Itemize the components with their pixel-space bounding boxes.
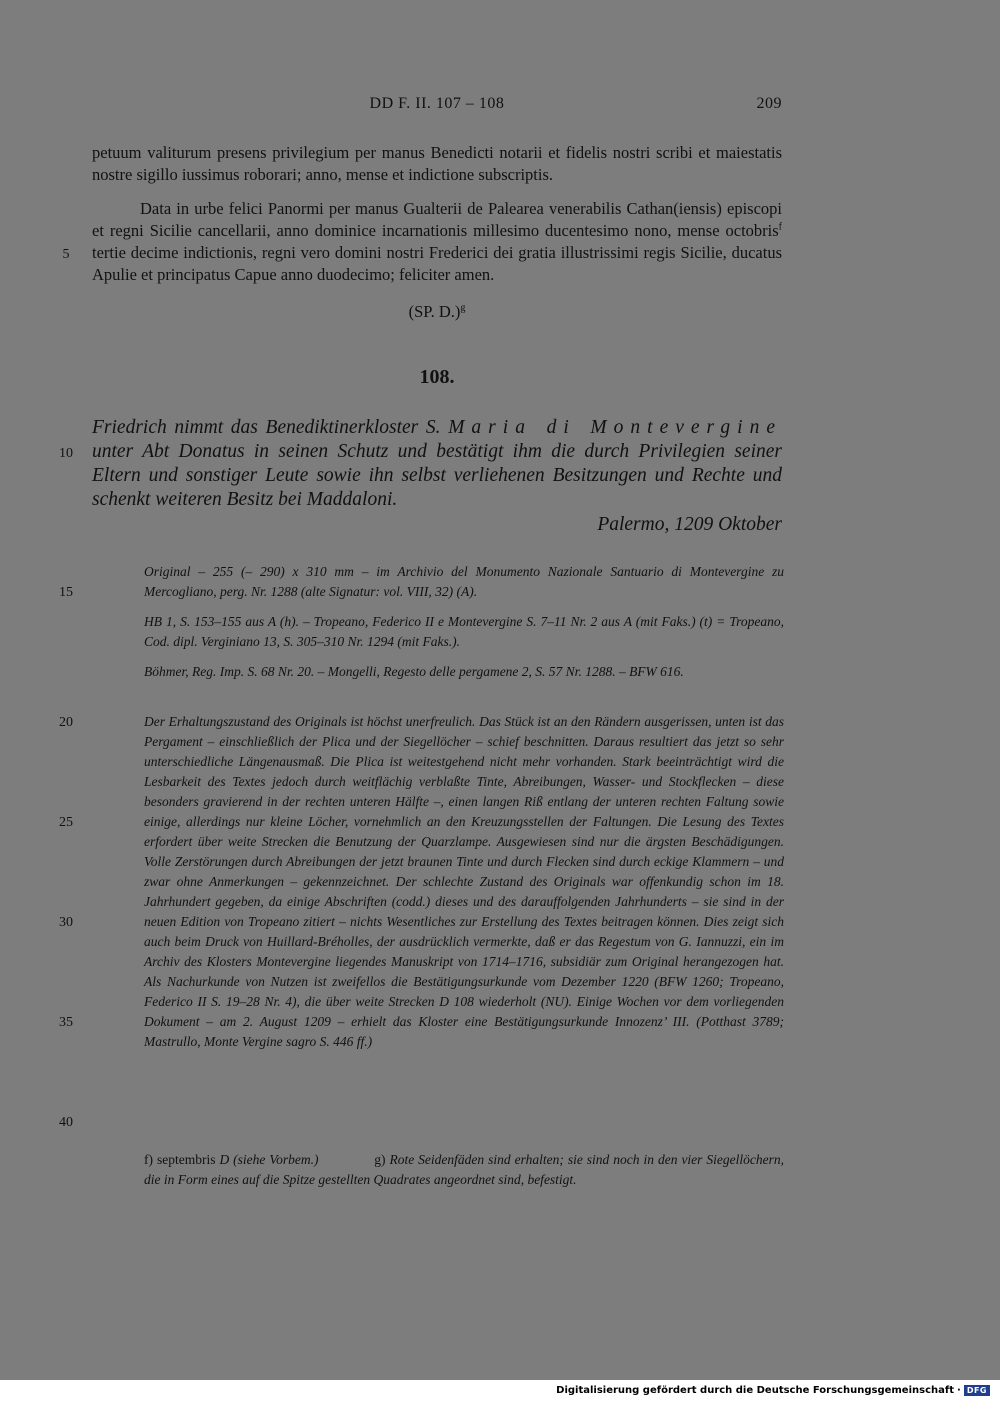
line-number: 35 [59, 1015, 73, 1030]
place-date-line: Palermo, 1209 Oktober [597, 514, 782, 535]
document-number: 108. [419, 366, 455, 388]
line-number: 40 [59, 1115, 73, 1130]
dating-text-end: tertie decime indictionis, regni vero domini nostri Frederici dei gratia illustrissimi regis Sicilie, ducatus Apulie et principatus Capue anno duodecimo; feliciter amen. [92, 243, 782, 284]
footnote-g-text: Rote Seidenfäden sind erhalten; sie sind noch in den vier Siegellöchern, die in Form eines auf die Spitze gestellten Quadrates angeordnet sind, befestigt. [144, 1152, 785, 1187]
line-number: 30 [59, 915, 73, 930]
apparatus-original: Original – 255 (– 290) x 310 mm – im Archivio del Monumento Nazionale Santuario di Montevergine zu Mercogliano, perg. Nr. 1288 (alte Signatur: vol. VIII, 32) (A). [144, 564, 784, 599]
footnote-mark-g: g [460, 302, 466, 314]
line-number: 25 [59, 815, 73, 830]
running-title: DD F. II. 107 – 108 [369, 95, 505, 112]
running-header [92, 95, 782, 117]
footnote-mark-f: f [778, 221, 782, 233]
regest [92, 416, 782, 512]
regest-end: unter Abt Donatus in seinen Schutz und bestätigt ihm die durch Privilegien seiner Eltern und sonstiger Leute sowie ihn selbst verliehenen Besitzungen und Rechte und schenkt weiteren Besitz bei Maddaloni. [92, 441, 782, 510]
footnote-f-text: D (siehe Vorbem.) [215, 1152, 319, 1167]
footnote-f-label: f) septembris [144, 1152, 216, 1167]
line-number: 10 [59, 446, 73, 461]
signature-text: (SP. D.) [408, 302, 461, 321]
signature-line [92, 302, 782, 322]
apparatus-editions: HB 1, S. 153–155 aus A (h). – Tropeano, Federico II e Montevergine S. 7–11 Nr. 2 aus A (mit Faks.) (t) = Tropeano, Cod. dipl. Verginiano 13, S. 305–310 Nr. 1294 (mit Faks.). [144, 614, 784, 649]
dfg-logo-icon: DFG [964, 1385, 990, 1396]
apparatus-commentary: Der Erhaltungszustand des Originals ist höchst unerfreulich. Das Stück ist an den Rändern ausgerissen, unten ist das Pergament – einschließlich der Plica und der Siegellöcher – schief beschnitten. Daraus resultiert das jetzt so sehr unterschiedliche Längenausmaß. Die Plica ist weitestgehend nicht mehr vorhanden. Stark beeinträchtigt wird die Lesbarkeit des Textes jedoch durch weitflächig verblaßte Tinte, Abreibungen, Wasser- und Stockflecken – diese besonders gravierend in der rechten unteren Hälfte –, einen langen Riß entlang der unteren rechten Faltung sowie einige, allerdings nur kleine Löcher, vornehmlich an den Kreuzungsstellen der Faltungen. Die Lesung des Textes erfordert über weite Strecken die Benutzung der Quarzlampe. Ausgewiesen sind nur die ärgsten Beschädigungen. Volle Zerstörungen durch Abreibungen der jetzt braunen Tinte und durch Flecken sind durch eckige Klammern – und zwar ohne Anmerkungen – gekennzeichnet. Der schlechte Zustand des Originals war offenkundig schon im 18. Jahrhundert gegeben, da einige Abschriften (codd.) dieses und des darauffolgenden Jahrhunderts – sie sind in der neuen Edition von Tropeano zitiert – nichts Wesentliches zur Erstellung des Textes beitragen können. Dies zeigt sich auch beim Druck von Huillard-Bréholles, der ausdrücklich vermerkte, daß er das Regestum von G. Iannuzzi, ein im Archiv des Klosters Montevergine liegendes Manuskript von 1714–1716, subsidiär zum Original herangezogen hat. Als Nachurkunde von Nutzen ist zweifellos die Bestätigungsurkunde vom Dezember 1220 (BFW 1260; Tropeano, Federico II S. 19–28 Nr. 4), die über weite Strecken D 108 wiederholt (NU). Einige Wochen vor dem vorliegenden Dokument – am 2. August 1209 – erhielt das Kloster eine Bestätigungsurkunde Innozenz’ III. (Potthast 3789; Mastrullo, Monte Vergine sagro S. 446 ff.) [144, 714, 784, 1049]
line-number: 20 [59, 715, 73, 730]
footnotes [144, 1150, 784, 1190]
dfg-footer-text: Digitalisierung gefördert durch die Deutsche Forschungsgemeinschaft [556, 1385, 955, 1396]
page-number: 209 [756, 95, 782, 112]
dating-text-start: Data in urbe felici Panormi per manus Gualterii de Palearea venerabilis Cathan(iensis) episcopi et regni Sicilie cancellarii, anno dominice incarnationis millesimo ducentesimo nono, mense octobris [92, 199, 782, 240]
prev-doc-closing-paragraph: petuum valiturum presens privilegium per manus Benedicti notarii et fidelis nostri scribi et maiestatis nostre sigillo iussimus roborari; anno, mense et indictione subscriptis. [92, 143, 782, 184]
regest-start: Friedrich nimmt das Benediktinerkloster S. [92, 417, 449, 438]
apparatus-regesta: Böhmer, Reg. Imp. S. 68 Nr. 20. – Mongelli, Regesto delle pergamene 2, S. 57 Nr. 1288. – BFW 616. [144, 664, 684, 679]
dfg-footer[interactable]: Digitalisierung gefördert durch die Deutsche Forschungsgemeinschaft · DFG [556, 1385, 990, 1396]
line-number: 5 [62, 247, 70, 262]
regest-place-name: Maria di Montevergine [448, 417, 782, 438]
prev-doc-dating-paragraph [92, 198, 782, 286]
line-number: 15 [59, 585, 73, 600]
footnote-g-label: g) [374, 1152, 386, 1167]
